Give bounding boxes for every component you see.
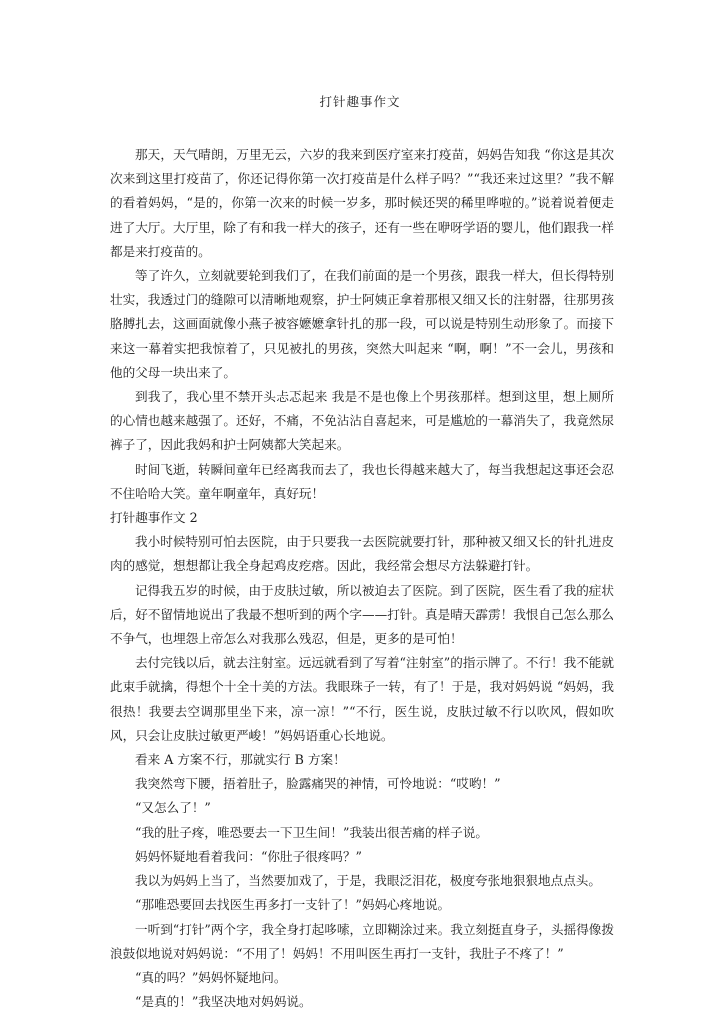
paragraph: “真的吗？”妈妈怀疑地问。 [135,969,287,985]
paragraph: 时间飞逝，转瞬间童年已经离我而去了，我也长得越来越大了，每当我想起这事还会忍不住哈哈大笑。童年啊童年，真好玩！ [110,461,614,501]
document-body [110,143,614,1014]
paragraph: 那天，天气晴朗，万里无云，六岁的我来到医疗室来打疫苗，妈妈告知我 “你这是其次次来到这里打疫苗了，你还记得你第一次打疫苗是什么样子吗？”“我还来过这里？”我不解的看着妈妈，“是的，你第一次来的时候一岁多，那时候还哭的稀里哗啦的。”说着说着便走进了大厅。大厅里，除了有和我一样大的孩子，还有一些在咿呀学语的婴儿，他们跟我一样都是来打疫苗的。 [110,147,614,259]
paragraph: 到我了，我心里不禁开头忐忑起来 我是不是也像上个男孩那样。想到这里，想上厕所的心情也越来越强了。还好，不痛，不免沾沾自喜起来，可是尴尬的一幕消失了，我竟然尿裤子了，因此我妈和护士阿姨都大笑起来。 [110,389,614,453]
paragraph: 记得我五岁的时候，由于皮肤过敏，所以被迫去了医院。到了医院，医生看了我的症状后，好不留情地说出了我最不想听到的两个字——打针。真是晴天霹雳！我恨自己怎么那么不争气，也埋怨上帝怎么对我那么残忍，但是，更多的是可怕！ [110,582,614,647]
paragraph: 妈妈怀疑地看着我问：“你肚子很疼吗？” [135,848,362,864]
paragraph: “我的肚子疼，唯恐要去一下卫生间！”我装出很苦痛的样子说。 [135,824,488,840]
paragraph: 看来 A 方案不行，那就实行 B 方案！ [135,752,346,768]
paragraph: “又怎么了！” [135,800,211,816]
paragraph: 等了许久，立刻就要轮到我们了，在我们前面的是一个男孩，跟我一样大，但长得特别壮实，我透过门的缝隙可以清晰地观察，护士阿姨正拿着那根又细又长的注射器，往那男孩胳膊扎去，这画面就像小燕子被容嬷嬷拿针扎的那一段，可以说是特别生动形象了。而接下来这一幕着实把我惊着了，只见被扎的男孩，突然大叫起来 “啊，啊！”不一会儿，男孩和他的父母一块出来了。 [110,268,614,380]
section-heading: 打针趣事作文 2 [110,510,198,526]
paragraph: 我小时候特别可怕去医院，由于只要我一去医院就要打针，那种被又细又长的针扎进皮肉的感觉，想想都让我全身起鸡皮疙瘩。因此，我经常会想尽方法躲避打针。 [110,534,614,574]
paragraph: 我突然弯下腰，捂着肚子，脸露痛哭的神情，可怜地说：“哎哟！” [135,776,501,792]
document-title: 打针趣事作文 [319,94,401,109]
paragraph: 去付完钱以后，就去注射室。远远就看到了写着“注射室”的指示牌了。不行！我不能就此束手就擒，得想个十全十美的方法。我眼珠子一转，有了！于是，我对妈妈说 “妈妈，我很热！我要去空调那里坐下来，凉一凉！”“不行，医生说，皮肤过敏不行以吹风，假如吹风，只会让皮肤过敏更严峻！”妈妈语重心长地说。 [110,655,614,743]
paragraph: 我以为妈妈上当了，当然要加戏了，于是，我眼泛泪花，极度夸张地狠狠地点点头。 [135,873,601,889]
paragraph: “是真的！”我坚决地对妈妈说。 [135,994,312,1010]
paragraph: “那唯恐要回去找医生再多打一支针了！”妈妈心疼地说。 [135,897,451,913]
paragraph: 一听到“打针”两个字，我全身打起哆嗦，立即糊涂过来。我立刻挺直身子，头摇得像拨浪鼓似地说对妈妈说：“不用了！妈妈！不用叫医生再打一支针，我肚子不疼了！” [110,921,614,961]
